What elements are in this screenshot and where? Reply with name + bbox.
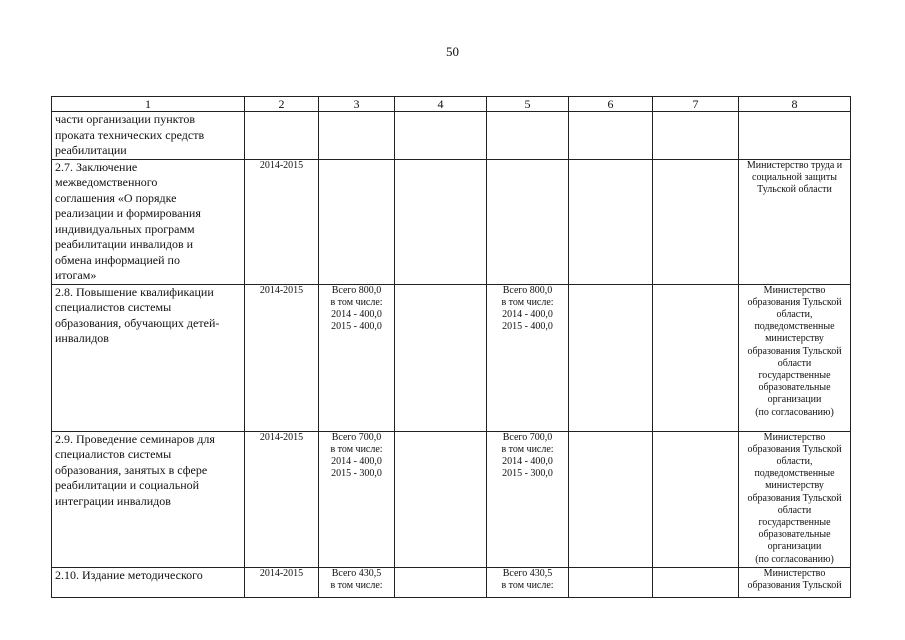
cell-line: 2.9. Проведение семинаров для: [55, 431, 215, 446]
cell-col-1: [52, 112, 245, 160]
cell-col-3: [319, 284, 395, 431]
cell-col-5: [487, 567, 569, 597]
table-row: [52, 159, 851, 284]
cell-line: образования, занятых в сфере: [55, 462, 208, 477]
cell-line: образования Тульской: [747, 296, 842, 308]
cell-line: организации: [767, 541, 822, 553]
cell-line: 2014 - 400,0: [331, 308, 382, 320]
cell-line: государственные: [758, 369, 831, 381]
cell-line: межведомственного: [55, 175, 158, 189]
cell-col-5: [487, 431, 569, 567]
cell-col-6: [569, 567, 653, 597]
cell-line: 2014 - 400,0: [502, 455, 553, 467]
cell-col-4: [395, 159, 487, 284]
cell-col-4: [395, 567, 487, 597]
cell-col-3: [319, 112, 395, 160]
cell-col-1: [52, 159, 245, 284]
cell-line: Министерство: [763, 567, 826, 579]
cell-line: 2015 - 300,0: [331, 467, 382, 479]
cell-line: Всего 430,5: [502, 567, 553, 579]
cell-col-7: [653, 431, 739, 567]
cell-line: Всего 430,5: [331, 567, 382, 579]
column-header: 7: [653, 97, 739, 112]
cell-line: интеграции инвалидов: [55, 493, 171, 508]
column-number-row: [52, 97, 851, 112]
cell-line: образования, обучающих детей-: [55, 315, 220, 330]
cell-col-2: 2014-2015: [245, 567, 319, 597]
column-header: 3: [319, 97, 395, 112]
measures-table: [51, 96, 851, 598]
cell-line: организации: [767, 394, 822, 406]
cell-col-4: [395, 112, 487, 160]
cell-col-1: [52, 567, 245, 597]
column-header: 6: [569, 97, 653, 112]
cell-line: 2015 - 400,0: [331, 320, 382, 332]
cell-col-2: 2014-2015: [245, 284, 319, 431]
cell-line: социальной защиты: [752, 171, 837, 183]
cell-line: Всего 800,0: [331, 284, 382, 296]
cell-line: в том числе:: [501, 296, 554, 308]
cell-line: 2015 - 400,0: [502, 320, 553, 332]
cell-col-1: [52, 431, 245, 567]
cell-line: 2.7. Заключение: [55, 159, 138, 174]
cell-col-2: [245, 112, 319, 160]
cell-line: реабилитации инвалидов и: [55, 237, 194, 251]
cell-line: 2.10. Издание методического: [55, 567, 203, 582]
cell-line: образования Тульской: [747, 579, 842, 591]
cell-line: реабилитации и социальной: [55, 478, 200, 492]
cell-line: Всего 700,0: [502, 431, 553, 443]
cell-col-3: [319, 159, 395, 284]
column-header: 2: [245, 97, 319, 112]
cell-line: Министерство труда и: [746, 159, 843, 171]
cell-col-7: [653, 567, 739, 597]
cell-col-8: [739, 567, 851, 597]
cell-col-5: [487, 112, 569, 160]
cell-line: в том числе:: [330, 296, 383, 308]
cell-col-8: [739, 431, 851, 567]
cell-line: Всего 700,0: [331, 431, 382, 443]
cell-line: министерству: [765, 333, 824, 345]
cell-line: 2014 - 400,0: [331, 455, 382, 467]
table-row: [52, 567, 851, 597]
cell-col-4: [395, 284, 487, 431]
cell-col-6: [569, 431, 653, 567]
table-row: [52, 112, 851, 160]
cell-line: соглашения «О порядке: [55, 190, 177, 205]
column-header: 5: [487, 97, 569, 112]
cell-col-5: [487, 159, 569, 284]
cell-line: Министерство: [763, 284, 826, 296]
cell-line: министерству: [765, 480, 824, 492]
table-row: [52, 431, 851, 567]
cell-line: образовательные: [758, 529, 831, 541]
cell-line: образовательные: [758, 382, 831, 394]
cell-col-7: [653, 159, 739, 284]
cell-col-4: [395, 431, 487, 567]
cell-col-5: [487, 284, 569, 431]
cell-line: 2.8. Повышение квалификации: [55, 284, 214, 299]
cell-line: реабилитации: [55, 143, 127, 157]
cell-col-2: 2014-2015: [245, 431, 319, 567]
cell-line: итогам»: [55, 268, 97, 282]
cell-line: образования Тульской: [747, 443, 842, 455]
cell-line: обмена информацией по: [55, 252, 180, 267]
cell-line: в том числе:: [501, 443, 554, 455]
column-header: 8: [739, 97, 851, 112]
page-number: 50: [446, 44, 459, 59]
cell-line: подведомственные: [754, 321, 835, 333]
cell-col-2: 2014-2015: [245, 159, 319, 284]
cell-line: государственные: [758, 516, 831, 528]
cell-line: (по согласованию): [755, 406, 834, 418]
cell-line: области,: [776, 455, 813, 467]
cell-line: части организации пунктов: [55, 112, 196, 126]
cell-col-6: [569, 284, 653, 431]
cell-col-6: [569, 159, 653, 284]
cell-line: Тульской области: [757, 183, 832, 195]
cell-line: индивидуальных программ: [55, 221, 195, 236]
cell-line: инвалидов: [55, 331, 109, 345]
cell-line: 2014 - 400,0: [502, 308, 553, 320]
cell-line: проката технических средств: [55, 127, 205, 142]
cell-col-8: [739, 112, 851, 160]
cell-line: области: [777, 504, 812, 516]
cell-col-3: [319, 567, 395, 597]
cell-line: подведомственные: [754, 468, 835, 480]
cell-line: реализации и формирования: [55, 206, 201, 220]
cell-col-1: [52, 284, 245, 431]
cell-col-3: [319, 431, 395, 567]
cell-line: в том числе:: [501, 579, 554, 591]
column-header: 4: [395, 97, 487, 112]
cell-col-8: [739, 159, 851, 284]
cell-line: образования Тульской: [747, 345, 842, 357]
cell-col-6: [569, 112, 653, 160]
cell-col-7: [653, 112, 739, 160]
table-body: [52, 112, 851, 598]
cell-line: специалистов системы: [55, 300, 172, 314]
cell-line: образования Тульской: [747, 492, 842, 504]
cell-col-8: [739, 284, 851, 431]
cell-line: специалистов системы: [55, 447, 172, 461]
cell-line: Всего 800,0: [502, 284, 553, 296]
cell-line: (по согласованию): [755, 553, 834, 565]
table-row: [52, 284, 851, 431]
cell-line: в том числе:: [330, 443, 383, 455]
cell-line: области: [777, 357, 812, 369]
cell-line: Министерство: [763, 431, 826, 443]
cell-col-7: [653, 284, 739, 431]
cell-line: области,: [776, 308, 813, 320]
cell-line: 2015 - 300,0: [502, 467, 553, 479]
column-header: 1: [52, 97, 245, 112]
cell-line: в том числе:: [330, 579, 383, 591]
